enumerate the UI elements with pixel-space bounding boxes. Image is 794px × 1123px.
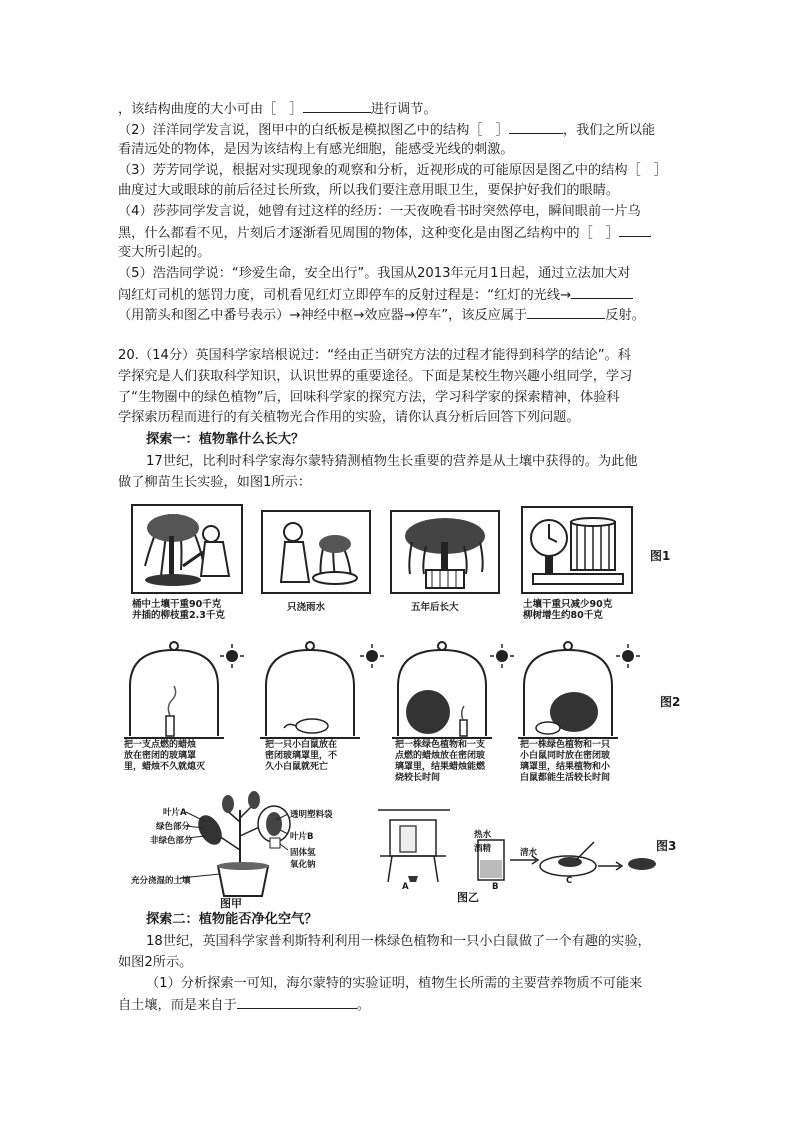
figure1-panel-2 <box>261 510 371 594</box>
question-1-text: （1）分析探索一可知，海尔蒙特的实验证明，植物生长所需的主要营养物质不可能来 <box>146 976 643 991</box>
text-line: 自土壤，而是来自于 。 <box>118 998 370 1013</box>
question-20-text: 20.（14分）英国科学家培根说过：“经由正当研究方法的过程才能得到科学的结论”。科 <box>118 348 631 363</box>
figure1-panel-3 <box>390 510 500 594</box>
text-line: （3）芳芳同学说，根据对实现现象的观察和分析，近视形成的可能原因是图乙中的结构［ ］ <box>118 163 668 178</box>
text-line: ，该结构曲度的大小可由［ ］ 进行调节。 <box>118 102 437 117</box>
jar-plant-candle <box>392 642 492 738</box>
label-nongreen-part: 非绿色部分 <box>150 836 193 846</box>
water-bath-apparatus <box>378 810 450 882</box>
answer-blank[interactable] <box>237 996 357 1009</box>
text-line: 学探索历程而进行的有关植物光合作用的实验，请你认真分析后回答下列问题。 <box>118 410 580 425</box>
text-line: （用箭头和图乙中番号表示）→神经中枢→效应器→停车”，该反应属于 反射。 <box>118 308 645 323</box>
text-line: 看清远处的物体，是因为该结构上有感光细胞，能感受光线的刺激。 <box>118 142 514 157</box>
text-line: 18世纪，英国科学家普利斯特利利用一株绿色植物和一只小白鼠做了一个有趣的实验， <box>146 934 651 949</box>
leaf-result <box>628 858 656 870</box>
label-leaf-a: 叶片A <box>163 808 187 818</box>
label-water: 清水 <box>520 848 538 858</box>
text-line: （4）莎莎同学发言说，她曾有过这样的经历：一天夜晚看书时突然停电，瞬间眼前一片乌 <box>118 204 641 219</box>
figure2-label: 图2 <box>660 695 681 709</box>
jar-plant-mouse <box>518 642 618 738</box>
label-plastic-bag: 透明塑料袋 <box>290 810 333 820</box>
figure3-caption-yi: 图乙 <box>457 891 479 904</box>
grown-willow-illustration <box>392 512 498 592</box>
label-leaf-b: 叶片B <box>290 832 314 842</box>
answer-blank[interactable] <box>509 121 563 134</box>
figure3-illustration <box>120 790 680 902</box>
label-alcohol: 酒精 <box>474 844 492 854</box>
watering-illustration <box>263 512 369 592</box>
text-line: 17世纪，比利时科学家海尔蒙特猜测植物生长重要的营养是从土壤中获得的。为此他 <box>146 454 638 469</box>
figure1-caption-4: 土壤干重只减少90克 柳树增生约80千克 <box>523 599 613 621</box>
potted-plant <box>193 791 290 896</box>
jar-candle <box>124 642 224 738</box>
label-hot-water: 热水 <box>474 830 492 840</box>
figure1-panel-4 <box>521 506 633 594</box>
weighing-illustration <box>523 508 631 592</box>
petri-dish <box>540 842 596 876</box>
text-line: 黑，什么都看不见，片刻后才逐渐看见周围的物体，这种变化是由图乙结构中的［ ］ <box>118 224 651 243</box>
figure3-label: 图3 <box>656 839 677 853</box>
figure3-caption-jia: 图甲 <box>220 897 242 910</box>
text-line: 如图2所示。 <box>118 955 193 970</box>
text-line: 了“生物圈中的绿色植物”后，回味科学家的探究方法，学习科学家的探索精神，体验科 <box>118 390 620 405</box>
figure2-bell-jars <box>120 636 680 746</box>
section-heading: 探索二：植物能否净化空气？ <box>146 912 318 927</box>
figure2-caption-3: 把一株绿色植物和一支 点燃的蜡烛放在密闭玻 璃罩里，结果蜡烛能燃 烧较长时间 <box>395 740 486 783</box>
sun-icon <box>220 644 244 668</box>
label-c: C <box>566 876 573 886</box>
text-line: （2）洋洋同学发言说，图甲中的白纸板是模拟图乙中的结构［ ］ ，我们之所以能 <box>118 123 656 138</box>
sun-icon <box>360 644 384 668</box>
figure1-caption-2: 只浇雨水 <box>287 602 326 613</box>
label-naoh: 固体氢 氧化钠 <box>290 848 316 870</box>
answer-blank[interactable] <box>571 286 633 299</box>
label-green-part: 绿色部分 <box>156 822 191 832</box>
answer-blank[interactable] <box>619 224 651 237</box>
figure1-caption-1: 桶中土壤干重90千克 并插的柳枝重2.3千克 <box>132 599 225 621</box>
text-line: 曲度过大或眼球的前后径过长所致，所以我们要注意用眼卫生，要保护好我们的眼睛。 <box>118 183 620 198</box>
section-heading: 探索一：植物靠什么长大？ <box>146 432 305 447</box>
label-soil: 充分浇湿的土壤 <box>131 876 191 886</box>
sun-icon <box>616 644 640 668</box>
sun-icon <box>490 644 514 668</box>
label-a: A <box>402 882 409 892</box>
willow-planting-illustration <box>133 506 241 592</box>
text-line: （5）浩浩同学说：“珍爱生命，安全出行”。我国从2013年元月1日起，通过立法加大对 <box>118 266 631 281</box>
figure2-caption-4: 把一株绿色植物和一只 小白鼠同时放在密闭玻 璃罩里，结果植物和小 白鼠都能生活较长时间 <box>520 740 611 783</box>
answer-blank[interactable] <box>527 306 605 319</box>
jar-mouse <box>260 642 360 738</box>
figure1-panel-1 <box>131 504 243 594</box>
text-line: 做了柳苗生长实验，如图1所示： <box>118 475 312 490</box>
text-line: 变大所引起的。 <box>118 245 211 260</box>
answer-blank[interactable] <box>303 100 371 113</box>
text-line: 闯红灯司机的惩罚力度，司机看见红灯立即停车的反射过程是：“红灯的光线→ <box>118 286 633 305</box>
label-b: B <box>492 882 499 892</box>
figure1-caption-3: 五年后长大 <box>411 602 459 613</box>
figure2-caption-2: 把一只小白鼠放在 密闭玻璃罩里，不 久小白鼠就死亡 <box>265 740 338 772</box>
figure2-caption-1: 把一支点燃的蜡烛 放在密闭的玻璃罩 里，蜡烛不久就熄灭 <box>124 740 206 772</box>
text-line: 学探究是人们获取科学知识，认识世界的重要途径。下面是某校生物兴趣小组同学，学习 <box>118 369 633 384</box>
figure1-label: 图1 <box>650 549 671 563</box>
